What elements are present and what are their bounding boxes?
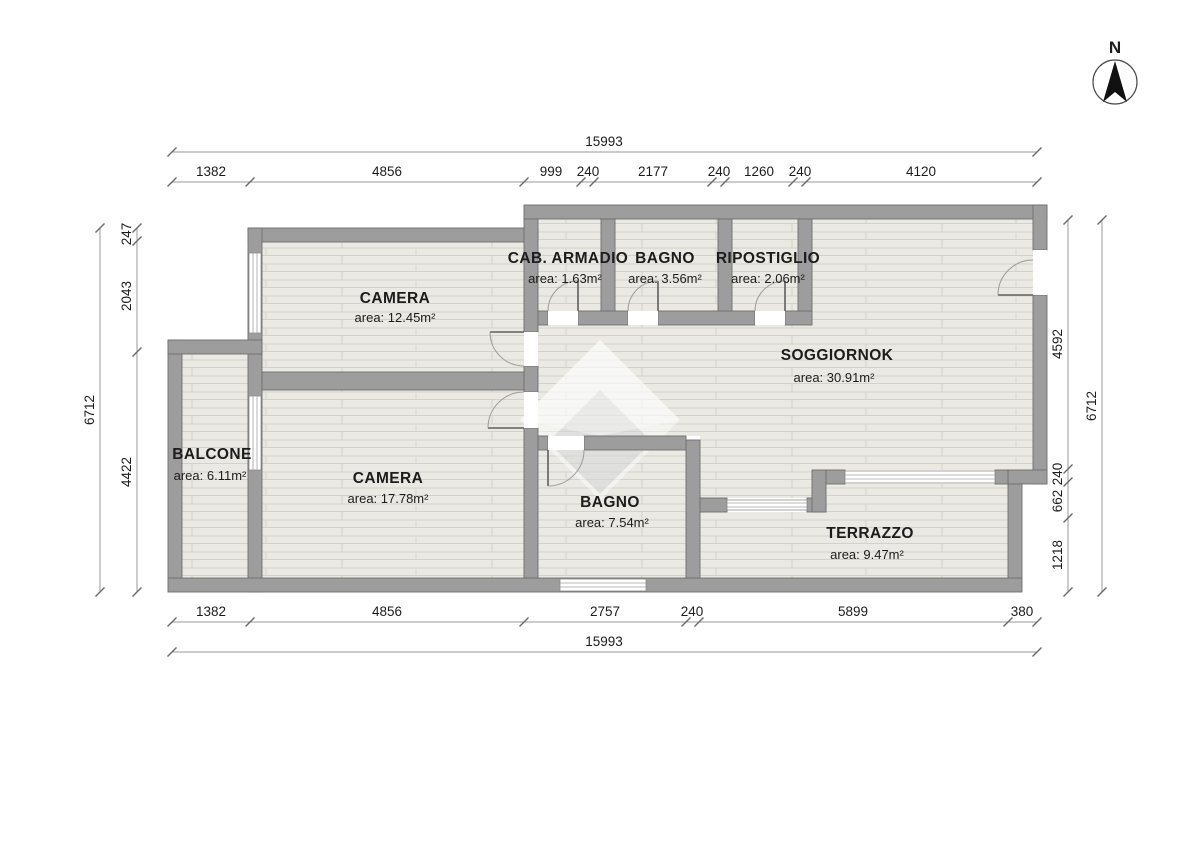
svg-text:area: 12.45m²: area: 12.45m²	[354, 310, 436, 325]
svg-text:area: 1.63m²: area: 1.63m²	[528, 271, 602, 286]
wall	[826, 470, 845, 484]
dim-label: 380	[1010, 604, 1034, 619]
window	[727, 500, 807, 510]
dim-label: 2757	[589, 604, 621, 619]
dim-total-top: 15993	[585, 134, 623, 149]
dim-label: 2043	[119, 280, 134, 312]
dim-total-right: 6712	[1084, 390, 1099, 422]
dim-label: 1260	[743, 164, 775, 179]
dim-label: 5899	[837, 604, 869, 619]
dim-label: 1218	[1050, 539, 1065, 571]
dim-label: 4120	[905, 164, 937, 179]
dim-total-bottom: 15993	[585, 634, 623, 649]
dim-label: 999	[539, 164, 563, 179]
dim-label: 4422	[119, 456, 134, 488]
wall	[658, 311, 755, 325]
wall	[1008, 470, 1047, 484]
dim-label: 4856	[371, 604, 403, 619]
svg-text:CAMERA: CAMERA	[359, 290, 431, 307]
north-label: N	[1108, 38, 1122, 57]
svg-text:BALCONE: BALCONE	[172, 446, 252, 463]
dimension-right	[1050, 216, 1107, 597]
svg-text:area: 2.06m²: area: 2.06m²	[731, 271, 805, 286]
dim-label: 240	[680, 604, 704, 619]
wall	[262, 372, 524, 390]
svg-text:CAB. ARMADIO: CAB. ARMADIO	[507, 250, 629, 267]
wall	[785, 311, 812, 325]
wall	[524, 205, 1047, 219]
wall	[168, 340, 262, 354]
svg-text:area: 30.91m²: area: 30.91m²	[793, 370, 875, 385]
dimension-top	[168, 134, 1042, 187]
window	[845, 471, 995, 483]
wall	[524, 366, 538, 392]
wall	[248, 228, 538, 242]
svg-text:area: 3.56m²: area: 3.56m²	[628, 271, 702, 286]
dim-label: 1382	[195, 604, 227, 619]
dim-label: 240	[576, 164, 600, 179]
dim-label: 240	[788, 164, 812, 179]
svg-text:CAMERA: CAMERA	[352, 470, 424, 487]
wall	[584, 436, 686, 450]
svg-text:area: 7.54m²: area: 7.54m²	[575, 515, 649, 530]
dim-label: 4856	[371, 164, 403, 179]
svg-text:SOGGIORNOK: SOGGIORNOK	[780, 347, 894, 364]
svg-text:BAGNO: BAGNO	[580, 494, 640, 511]
wall	[1008, 484, 1022, 578]
window	[560, 579, 646, 591]
wall	[524, 428, 538, 578]
svg-text:TERRAZZO: TERRAZZO	[826, 525, 914, 542]
wall	[538, 436, 548, 450]
svg-text:area: 6.11m²: area: 6.11m²	[173, 468, 247, 483]
dim-label: 240	[1050, 462, 1065, 486]
wall	[578, 311, 628, 325]
wall	[812, 470, 826, 512]
dim-label: 662	[1050, 489, 1065, 513]
wall	[686, 440, 700, 578]
north-compass	[1093, 38, 1137, 104]
floor-camera-top	[262, 242, 524, 372]
wall	[995, 470, 1008, 484]
svg-text:area: 9.47m²: area: 9.47m²	[830, 547, 904, 562]
window	[249, 253, 261, 333]
dim-label: 2177	[637, 164, 669, 179]
north-needle-icon	[1103, 61, 1127, 102]
dim-label: 1382	[195, 164, 227, 179]
svg-text:BAGNO: BAGNO	[635, 250, 695, 267]
wall	[538, 311, 548, 325]
dimension-left	[82, 223, 142, 597]
wall	[1033, 205, 1047, 250]
floor-balcone	[182, 354, 248, 578]
svg-text:area: 17.78m²: area: 17.78m²	[347, 491, 429, 506]
dim-label: 240	[707, 164, 731, 179]
dim-label: 247	[119, 222, 134, 246]
wall	[1033, 295, 1047, 484]
svg-text:RIPOSTIGLIO: RIPOSTIGLIO	[715, 250, 821, 267]
dim-total-left: 6712	[82, 394, 97, 426]
dim-label: 4592	[1050, 328, 1065, 360]
dimension-bottom	[168, 604, 1042, 657]
wall	[700, 498, 727, 512]
